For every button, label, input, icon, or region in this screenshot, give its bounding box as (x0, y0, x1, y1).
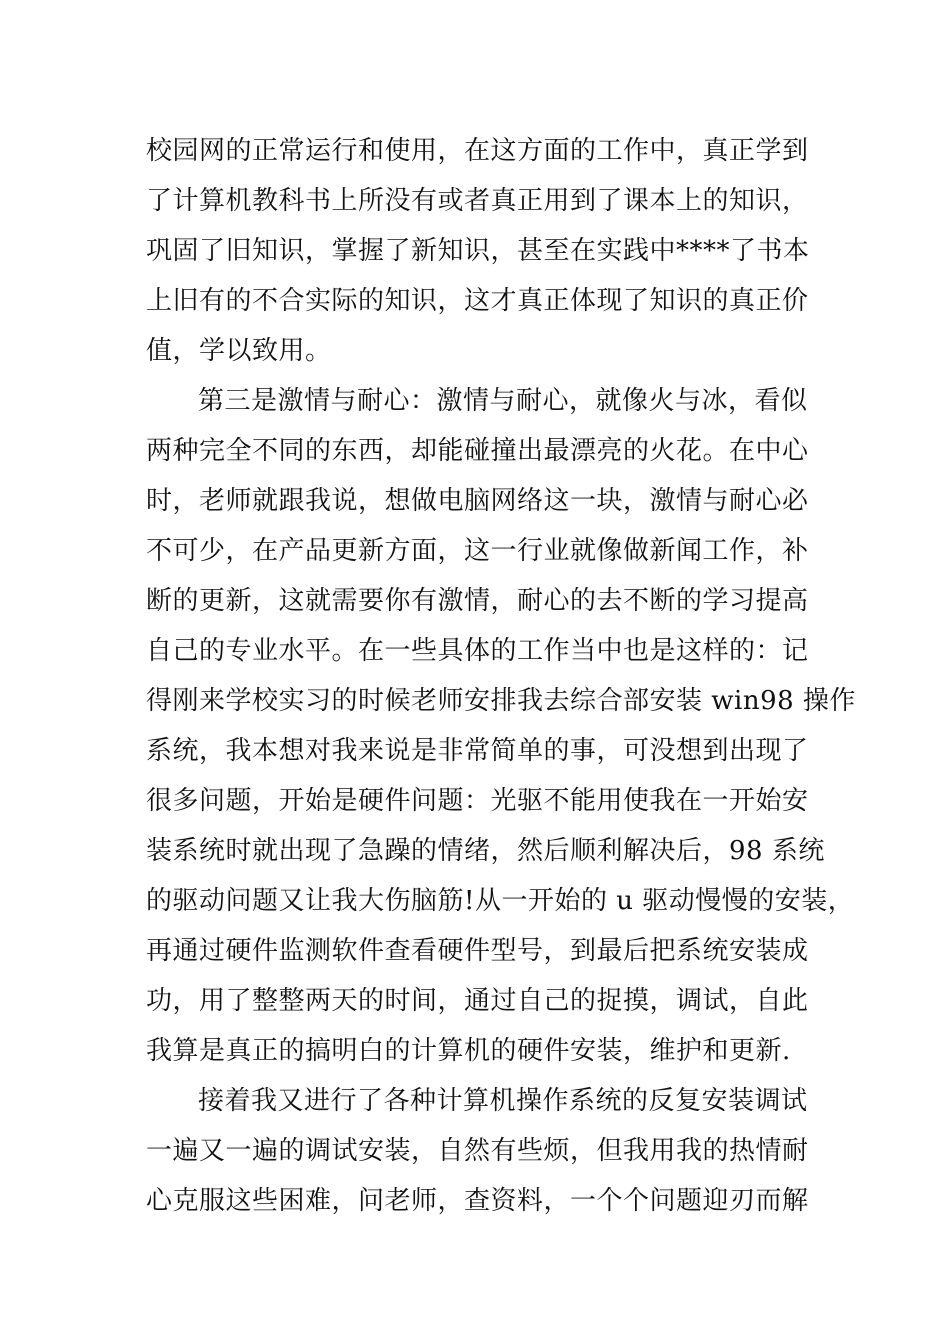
paragraph-start-line: 第三是激情与耐心：激情与耐心，就像火与冰，看似 (198, 386, 808, 416)
text-line: 我算是真正的搞明白的计算机的硬件安装，维护和更新. (146, 1036, 791, 1066)
text-line: 自己的专业水平。在一些具体的工作当中也是这样的：记 (146, 636, 809, 666)
paragraph-start-line: 接着我又进行了各种计算机操作系统的反复安装调试 (198, 1086, 808, 1116)
text-line: 系统，我本想对我来说是非常简单的事，可没想到出现了 (146, 736, 809, 766)
text-line: 巩固了旧知识，掌握了新知识，甚至在实践中****了书本 (146, 236, 810, 266)
text-line: 时，老师就跟我说，想做电脑网络这一块，激情与耐心必 (146, 486, 809, 516)
text-line: 很多问题，开始是硬件问题：光驱不能用使我在一开始安 (146, 786, 809, 816)
text-line: 值，学以致用。 (146, 336, 332, 366)
text-line: 功，用了整整两天的时间，通过自己的捉摸，调试，自此 (146, 986, 809, 1016)
text-line: 装系统时就出现了急躁的情绪，然后顺利解决后，98 系统 (146, 836, 825, 866)
text-line: 校园网的正常运行和使用，在这方面的工作中，真正学到 (146, 136, 809, 166)
text-line: 的驱动问题又让我大伤脑筋!从一开始的 u 驱动慢慢的安装， (146, 886, 855, 916)
text-line: 上旧有的不合实际的知识，这才真正体现了知识的真正价 (146, 286, 809, 316)
text-line: 一遍又一遍的调试安装，自然有些烦，但我用我的热情耐 (146, 1136, 809, 1166)
text-line: 不可少，在产品更新方面，这一行业就像做新闻工作，补 (146, 536, 809, 566)
text-line: 心克服这些困难，问老师，查资料，一个个问题迎刃而解 (146, 1186, 809, 1216)
text-line: 了计算机教科书上所没有或者真正用到了课本上的知识， (146, 186, 809, 216)
text-line: 断的更新，这就需要你有激情，耐心的去不断的学习提高 (146, 586, 809, 616)
text-line: 两种完全不同的东西，却能碰撞出最漂亮的火花。在中心 (146, 436, 809, 466)
text-line: 再通过硬件监测软件查看硬件型号，到最后把系统安装成 (146, 936, 809, 966)
text-line: 得刚来学校实习的时候老师安排我去综合部安装 win98 操作 (146, 686, 856, 716)
